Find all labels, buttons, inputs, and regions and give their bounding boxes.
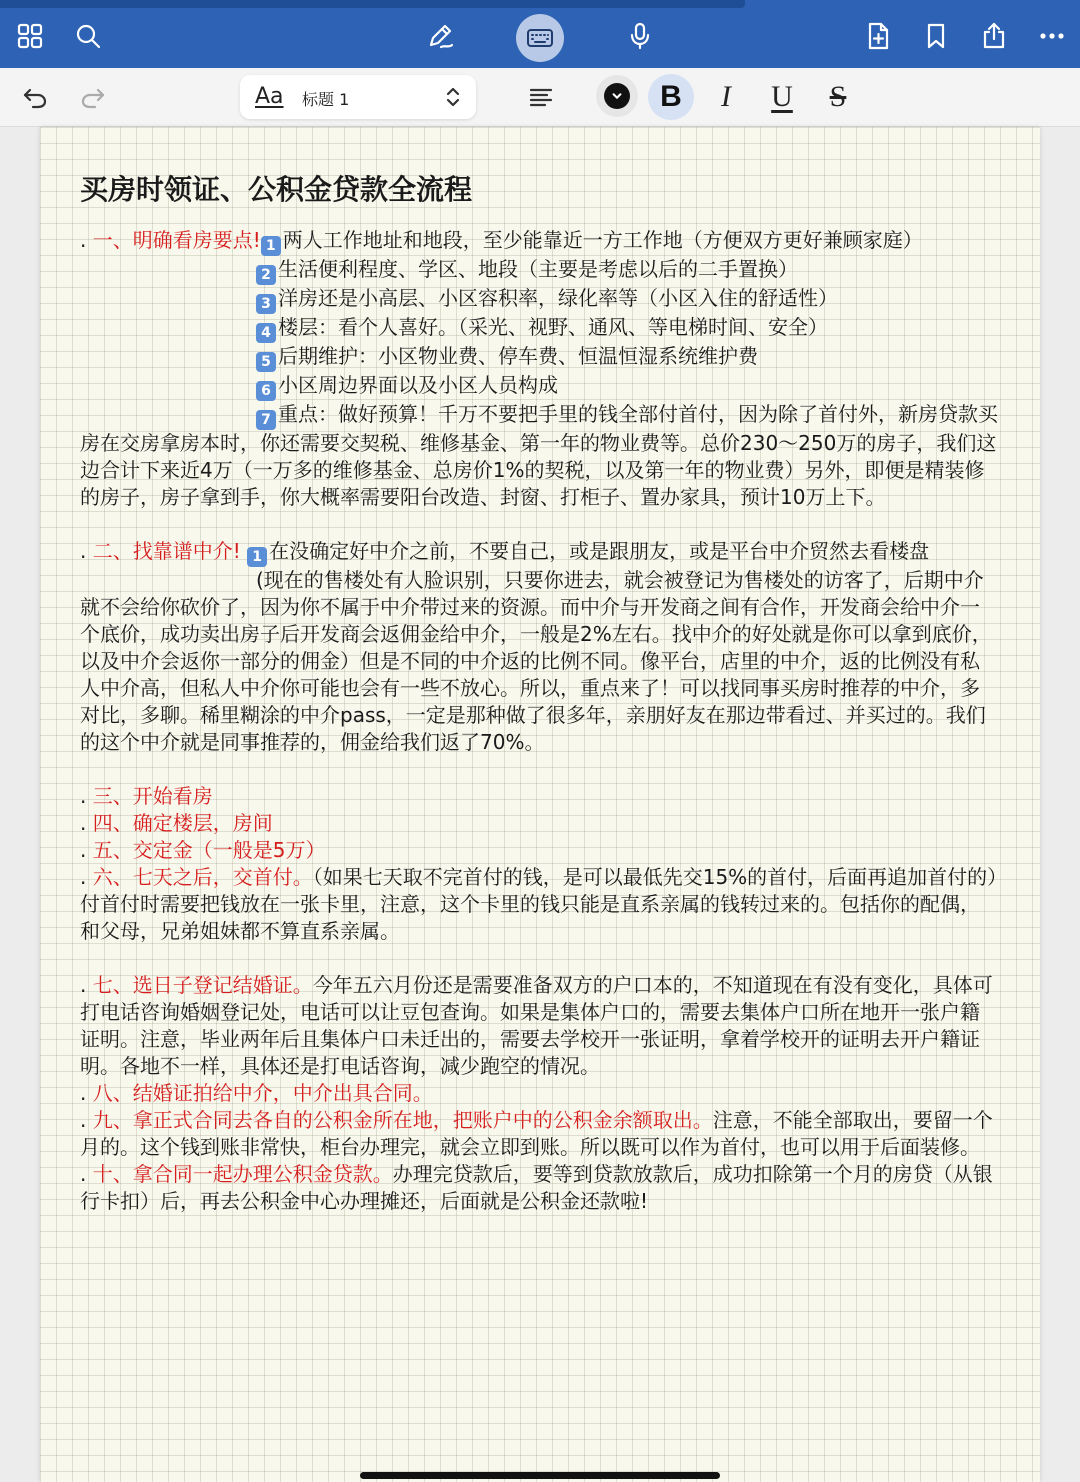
share-icon [979,21,1009,51]
microphone-icon [625,21,655,51]
section-10-line [80,1161,998,1215]
section-heading: 一、明确看房要点! [92,228,261,252]
bullet-dot: . [80,865,93,889]
bullet-dot: . [80,539,93,563]
section-heading: 七、选日子登记结婚证。 [92,973,313,997]
number-keycap-icon: 1 [261,236,281,256]
keyboard-button[interactable] [516,14,564,62]
number-keycap-icon: 6 [256,381,276,401]
number-keycap-icon: 3 [256,294,276,314]
chevron-down-icon [611,90,623,102]
add-page-icon [863,21,893,51]
number-keycap-icon: 1 [247,547,267,567]
section-2-text [80,567,998,756]
text-color-button[interactable] [596,75,638,117]
bullet-dot: . [80,228,93,252]
bullet-dot: . [80,811,93,835]
text-style-icon: Aa [255,84,284,109]
list-item-text: 重点：做好预算！千万不要把手里的钱全部付首付，因为除了首付外，新房贷款买房在交房拿房本时，你还需要交契税、维修基金、第一年的物业费等。总价230～250万的房子，我们这边合计下来近4万（一万多的维修基金、总房价1%的契税，以及第一年的物业费）另外，即便是精装修的房子，房子拿到手，你大概率需要阳台改造、封窗、打柜子、置办家具，预计10万上下。 [80,402,998,509]
section-8-line [80,1080,998,1107]
bullet-dot: . [80,1081,93,1105]
section-6-line [80,864,998,945]
note-content[interactable] [80,170,998,1215]
section-heading: 六、七天之后，交首付。 [92,865,313,889]
pen-icon [425,21,455,51]
section-heading: 四、确定楼层，房间 [92,811,273,835]
grid-icon [15,21,45,51]
section-9-line [80,1107,998,1161]
keyboard-icon [525,23,555,53]
text-style-selector[interactable] [240,75,476,119]
list-item [80,343,998,372]
section-5-line [80,837,998,864]
home-indicator[interactable] [360,1472,720,1479]
bullet-dot: . [80,973,93,997]
note-title: 买房时领证、公积金贷款全流程 [80,173,473,206]
top-app-bar [0,0,1080,68]
spacer [80,756,998,783]
section-text: 注意，不能全部取出，要留一个月的。这个钱到账非常快，柜台办理完，就会立即到账。所以既可以作为首付，也可以用于后面装修。 [80,1108,993,1159]
section-heading: 五、交定金（一般是5万） [92,838,326,862]
section-2-line [80,538,998,567]
section-heading: 十、拿合同一起办理公积金贷款。 [92,1162,393,1186]
search-icon [73,21,103,51]
list-item [80,314,998,343]
section-7-line [80,972,998,1080]
list-item [80,256,998,285]
section-heading: 三、开始看房 [92,784,213,808]
section-text: 今年五六月份还是需要准备双方的户口本的，不知道现在有没有变化，具体可打电话咨询婚姻登记处，电话可以让豆包查询。如果是集体户口的，需要去集体户口所在地开一张户籍证明。注意，毕业两年后且集体户口未迁出的，需要去学校开一张证明，拿着学校开的证明去开户籍证明。各地不一样，具体还是打电话咨询，减少跑空的情况。 [80,973,993,1078]
undo-button[interactable] [14,76,56,118]
redo-icon [79,83,107,111]
share-button[interactable] [972,14,1016,58]
list-item [80,401,998,511]
list-item-text: 洋房还是小高层、小区容积率，绿化率等（小区入住的舒适性） [278,286,838,310]
align-button[interactable] [520,76,562,118]
pen-button[interactable] [418,14,462,58]
section-text: 两人工作地址和地段，至少能靠近一方工作地（方便双方更好兼顾家庭） [282,228,923,252]
undo-icon [21,83,49,111]
section-1-line [80,227,998,256]
list-item-text: 生活便利程度、学区、地段（主要是考虑以后的二手置换） [278,257,798,281]
bullet-dot: . [80,838,93,862]
search-button[interactable] [66,14,110,58]
list-item-text: 楼层：看个人喜好。（采光、视野、通风、等电梯时间、安全） [278,315,828,339]
bullet-dot: . [80,784,93,808]
section-text: 在没确定好中介之前，不要自己，或是跟朋友，或是平台中介贸然去看楼盘 [269,539,930,563]
microphone-button[interactable] [618,14,662,58]
bold-button[interactable]: B [648,74,694,120]
strikethrough-button[interactable]: S [829,80,847,113]
list-item-text: 小区周边界面以及小区人员构成 [278,373,558,397]
section-heading: 八、结婚证拍给中介，中介出具合同。 [92,1081,433,1105]
number-keycap-icon: 5 [256,352,276,372]
underline-button[interactable]: U [771,80,793,113]
section-3-line [80,783,998,810]
number-keycap-icon: 4 [256,323,276,343]
spacer [80,945,998,972]
text-style-label: 标题 1 [302,90,350,109]
section-heading: 二、找靠谱中介! [92,539,241,563]
bullet-dot: . [80,1162,93,1186]
number-keycap-icon: 7 [256,410,276,430]
italic-button[interactable]: I [721,80,731,113]
chevron-up-down-icon [442,85,464,109]
section-text: （如果七天取不完首付的钱，是可以最低先交15%的首付，后面再追加首付的）付首付时需要把钱放在一张卡里，注意，这个卡里的钱只能是直系亲属的钱转过来的。包括你的配偶，和父母，兄弟姐妹都不算直系亲属。 [80,865,998,943]
list-item [80,285,998,314]
list-item [80,372,998,401]
spacer [80,511,998,538]
bookmark-button[interactable] [914,14,958,58]
bullet-dot: . [80,1108,93,1132]
section-text: 办理完贷款后，要等到贷款放款后，成功扣除第一个月的房贷（从银行卡扣）后，再去公积金中心办理摊还，后面就是公积金还款啦! [80,1162,993,1213]
list-item-text: 后期维护：小区物业费、停车费、恒温恒湿系统维护费 [278,344,758,368]
more-icon [1037,21,1067,51]
redo-button[interactable] [72,76,114,118]
status-strip [0,0,745,8]
bookmark-icon [921,21,951,51]
section-4-line [80,810,998,837]
grid-menu-button[interactable] [8,14,52,58]
number-keycap-icon: 2 [256,265,276,285]
add-page-button[interactable] [856,14,900,58]
section-heading: 九、拿正式合同去各自的公积金所在地，把账户中的公积金余额取出。 [92,1108,713,1132]
more-options-button[interactable] [1030,14,1074,58]
color-swatch [604,83,630,109]
paragraph-text: (现在的售楼处有人脸识别，只要你进去，就会被登记为售楼处的访客了，后期中介就不会给你砍价了，因为你不属于中介带过来的资源。而中介与开发商之间有合作，开发商会给中介一个底价，成功卖出房子后开发商会返佣金给中介，一般是2%左右。找中介的好处就是你可以拿到底价，以及中介会返你一部分的佣金）但是不同的中介返的比例不同。像平台，店里的中介，返的比例没有私人中介高，但私人中介你可能也会有一些不放心。所以，重点来了！可以找同事买房时推荐的中介，多对比，多聊。稀里糊涂的中介pass，一定是那种做了很多年，亲朋好友在那边带看过、并买过的。我们的这个中介就是同事推荐的，佣金给我们返了70%。 [80,568,992,754]
align-left-icon [527,83,555,111]
